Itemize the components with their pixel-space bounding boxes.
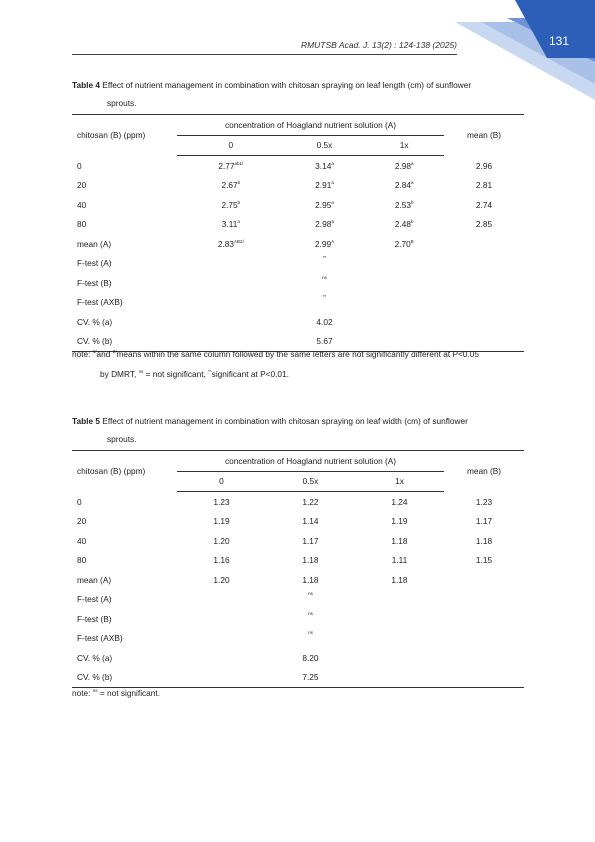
table5-stat-empty: [177, 590, 266, 610]
table4-mean-cell-value: 2.70: [394, 238, 411, 249]
table5-row-label: 20: [77, 516, 87, 527]
table4-col-header: 1x: [364, 135, 444, 156]
table5-cell-value: 1.19: [391, 516, 408, 527]
table5-stat-row: [72, 648, 524, 668]
table5: [72, 450, 524, 688]
table5-cell: [355, 512, 444, 532]
table5-cell-value: 1.17: [302, 535, 319, 546]
table5-caption-text: Effect of nutrient management in combination with chitosan spraying on leaf width (cm) of sunflower: [102, 416, 468, 426]
table5-cell: [266, 551, 355, 571]
table4-row: [72, 195, 524, 215]
table5-cell-value: 1.24: [391, 496, 408, 507]
table5-stat-row: [72, 609, 524, 629]
table5-mean-cell: [177, 570, 266, 590]
table5-stat-value-text: ns: [308, 630, 313, 636]
table5-stat-empty: [444, 629, 524, 649]
table5-stat-empty: [355, 629, 444, 649]
table5-cell-value: 1.14: [302, 516, 319, 527]
table4-row-mean: 2.85: [475, 219, 493, 230]
table5-row-mean: 1.23: [475, 496, 493, 507]
table4-row-label: 20: [77, 180, 87, 191]
table4-group-header: concentration of Hoagland nutrient solution (A): [177, 115, 444, 136]
table4: [72, 114, 524, 352]
table5-row-mean: 1.15: [475, 555, 493, 566]
table4-caption: [72, 76, 524, 112]
table5-stat-empty: [355, 648, 444, 668]
table4-row: [72, 176, 524, 196]
table4-note-line2: by DMRT, $^{ns}$ = not significant, **significant at P<0.01.: [100, 369, 289, 379]
table5-cell: [266, 492, 355, 512]
table4-stat-row: [72, 254, 524, 274]
table4-stat-empty: [444, 312, 524, 332]
table5-row-label: 80: [77, 555, 87, 566]
table5-cell-value: 1.18: [391, 535, 408, 546]
table5-stat-value: [266, 648, 355, 668]
table4-stat-empty: [444, 273, 524, 293]
table5-mean-row-empty: [444, 570, 524, 590]
table5-mean-header: mean (B): [444, 451, 524, 492]
table5-stat-value-text: ns: [308, 610, 313, 616]
table5-body: [72, 492, 524, 688]
table4-cell: [285, 215, 365, 235]
table4-cell: [364, 176, 444, 196]
table5-stat-value: [266, 590, 355, 610]
table5-stat-empty: [444, 609, 524, 629]
table4-cell-superscript: b: [410, 199, 414, 205]
table4-cell: [364, 215, 444, 235]
table4-caption-text: Effect of nutrient management in combination with chitosan spraying on leaf length (cm) of sunflower: [102, 80, 472, 90]
table5-note-line1: note: $^{ns}$ = not significant.: [72, 688, 161, 698]
header-rule: [72, 54, 457, 55]
table4-stat-row: [72, 273, 524, 293]
table5-col-header: 0: [177, 471, 266, 492]
table5-cell-value: 1.22: [302, 496, 319, 507]
table5-stat-label: F-test (B): [77, 613, 112, 624]
table5-row-mean: 1.17: [475, 516, 493, 527]
table4-cell-superscript: a: [237, 219, 240, 225]
table5-cell-value: 1.19: [213, 516, 230, 527]
table4-stat-value-text: 5.67: [316, 336, 333, 347]
table5-cell-value: 1.23: [213, 496, 230, 507]
table4-cell-value: 3.14: [315, 160, 332, 171]
table4-cell: [285, 195, 365, 215]
table4-mean-cell-superscript: AB2/: [234, 238, 244, 244]
table4-cell-superscript: a: [331, 219, 334, 225]
table4-cell: [177, 215, 285, 235]
table5-row: [72, 492, 524, 512]
table5-cell: [266, 531, 355, 551]
table4-row-mean: 2.81: [475, 180, 493, 191]
table5-cell-value: 1.16: [213, 555, 230, 566]
table4-mean-row: [72, 234, 524, 254]
table4-stat-empty: [444, 293, 524, 313]
table5-col-header: 1x: [355, 471, 444, 492]
table4-cell-value: 2.77: [218, 160, 235, 171]
table4-cell-superscript: b: [237, 180, 241, 186]
table4-cell: [177, 156, 285, 176]
table5-stat-empty: [355, 609, 444, 629]
table5-mean-row: [72, 570, 524, 590]
table5-cell: [355, 492, 444, 512]
table4-row-label: 80: [77, 219, 87, 230]
table4-stat-empty: [364, 312, 444, 332]
table4-stat-value-text: ns: [322, 274, 327, 280]
table5-row: [72, 531, 524, 551]
table5-stat-label: F-test (AXB): [77, 633, 123, 644]
table4-col-header: 0.5x: [285, 135, 365, 156]
table4-mean-cell-superscript: B: [410, 238, 414, 244]
table4-mean-row-label: mean (A): [77, 238, 112, 249]
table5-cell: [266, 512, 355, 532]
table4-stat-row: [72, 312, 524, 332]
table4-row: [72, 215, 524, 235]
table4-caption-cont: sprouts.: [107, 98, 137, 108]
table4-row-mean: 2.74: [475, 199, 493, 210]
table4-mean-cell: [177, 234, 285, 254]
table5-row: [72, 551, 524, 571]
table5-cell: [177, 531, 266, 551]
table5-mean-cell: [355, 570, 444, 590]
table4-stat-label: F-test (B): [77, 277, 112, 288]
table4-row-mean: 2.96: [475, 160, 493, 171]
table4-cell: [364, 156, 444, 176]
table5-cell: [355, 531, 444, 551]
table5-mean-row-label: mean (A): [77, 574, 112, 585]
table4-mean-cell-value: 2.99: [314, 238, 332, 249]
table4-stat-empty: [177, 273, 285, 293]
table5-stat-empty: [444, 590, 524, 610]
table5-label: Table 5: [72, 416, 100, 426]
table4-stat-value: [285, 254, 365, 274]
table4-cell: [285, 176, 365, 196]
table4-stat-empty: [444, 254, 524, 274]
table5-stat-label: F-test (A): [77, 594, 112, 605]
table5-group-header: concentration of Hoagland nutrient solution (A): [177, 451, 444, 472]
table5-mean-cell: [266, 570, 355, 590]
table4-col-header: 0: [177, 135, 285, 156]
table4-cell-value: 2.75: [221, 199, 238, 210]
table5-cell: [355, 551, 444, 571]
table4-cell: [285, 156, 365, 176]
table4-row-header: chitosan (B) (ppm): [72, 115, 177, 156]
table5-cell-value: 1.11: [391, 555, 408, 566]
table5-cell: [177, 492, 266, 512]
table5-stat-label: CV. % (b): [72, 668, 177, 688]
table4-stat-value-text: **: [322, 255, 327, 261]
journal-header: RMUTSB Acad. J. 13(2) : 124-138 (2025): [300, 40, 457, 50]
table5-cell: [177, 512, 266, 532]
table4-cell-value: 2.53: [394, 199, 411, 210]
table4-mean-cell: [364, 234, 444, 254]
table4-stat-label: CV. % (b): [72, 332, 177, 352]
table4-stat-value: [285, 312, 365, 332]
table4-stat-value: [285, 293, 365, 313]
table4-cell-value: 2.95: [315, 199, 332, 210]
table5-row-mean: 1.18: [475, 535, 493, 546]
table4-cell-value: 2.67: [221, 180, 238, 191]
table4-cell-value: 2.98: [394, 160, 411, 171]
table4-stat-empty: [364, 254, 444, 274]
table4-row-label: 0: [77, 160, 82, 171]
table5-cell: [177, 551, 266, 571]
table5-stat-value: [266, 629, 355, 649]
table5-stat-empty: [177, 629, 266, 649]
table5-row-label: 0: [77, 496, 82, 507]
table5-cell-value: 1.20: [213, 535, 230, 546]
table4-cell-superscript: a: [410, 180, 414, 186]
table5-row-label: 40: [77, 535, 87, 546]
table4-cell-value: 2.84: [394, 180, 411, 191]
table4-cell: [177, 176, 285, 196]
table5-stat-label: CV. % (a): [77, 652, 113, 663]
table4-cell-superscript: ab1/: [234, 160, 244, 166]
table4-note: [72, 344, 524, 384]
table5-stat-value: [266, 609, 355, 629]
table4-cell-superscript: b: [410, 219, 414, 225]
table4-mean-cell: [285, 234, 365, 254]
table4-cell: [177, 195, 285, 215]
table4-mean-cell-superscript: A: [331, 238, 335, 244]
table5-stat-value-text: ns: [308, 591, 313, 597]
table4-body: [72, 156, 524, 352]
table4-stat-empty: [177, 293, 285, 313]
table4-mean-header: mean (B): [444, 115, 524, 156]
table5-mean-cell-value: 1.20: [213, 574, 230, 585]
table5-mean-cell-value: 1.18: [302, 574, 319, 585]
table4-cell: [364, 195, 444, 215]
table4-stat-row: [72, 293, 524, 313]
table4-stat-value-text: **: [322, 294, 327, 300]
table5-row: [72, 512, 524, 532]
table5-stat-row: [72, 590, 524, 610]
table4-stat-empty: [177, 312, 285, 332]
table4-cell-superscript: a: [331, 199, 334, 205]
table5-caption-cont: sprouts.: [107, 434, 137, 444]
table4-stat-label: F-test (A): [77, 258, 112, 269]
table4-stat-empty: [364, 293, 444, 313]
table5-caption: [72, 412, 524, 448]
table5-stat-empty: [355, 590, 444, 610]
table4-stat-value-text: 4.02: [316, 316, 333, 327]
table5-stat-value-text: 7.25: [302, 672, 319, 683]
table4-stat-empty: [177, 254, 285, 274]
table4-mean-cell-value: 2.83: [217, 238, 235, 249]
table4-cell-value: 3.11: [221, 219, 238, 230]
table5-col-header: 0.5x: [266, 471, 355, 492]
page-number: 131: [548, 34, 569, 48]
table4-mean-row-empty: [444, 234, 524, 254]
table4-row: [72, 156, 524, 176]
table4-cell-value: 2.91: [315, 180, 332, 191]
table5-note: [72, 683, 524, 703]
table5-cell-value: 1.18: [302, 555, 319, 566]
table4-stat-label: F-test (AXB): [77, 297, 123, 308]
table4-label: Table 4: [72, 80, 100, 90]
table5-stat-row: [72, 629, 524, 649]
table5-mean-cell-value: 1.18: [391, 574, 408, 585]
table4-row-label: 40: [77, 199, 87, 210]
table4-cell-superscript: a: [331, 180, 334, 186]
table5-stat-empty: [177, 648, 266, 668]
table4-cell-superscript: b: [237, 199, 241, 205]
table5-stat-value-text: 8.20: [302, 652, 319, 663]
table4-stat-label: CV. % (a): [77, 316, 113, 327]
table5-stat-empty: [177, 609, 266, 629]
table5-row-header: chitosan (B) (ppm): [72, 451, 177, 492]
table4-cell-value: 2.48: [394, 219, 411, 230]
table4-stat-value: [285, 273, 365, 293]
table4-note-line1: note: $^{1/}$and $^{2/}$means within the same column followed by the same letters are not significantly different at P<0.05: [72, 349, 480, 359]
table4-cell-superscript: a: [331, 160, 334, 166]
table4-cell-superscript: a: [410, 160, 414, 166]
table4-cell-value: 2.98: [315, 219, 332, 230]
table5-stat-empty: [444, 648, 524, 668]
table4-stat-empty: [364, 273, 444, 293]
